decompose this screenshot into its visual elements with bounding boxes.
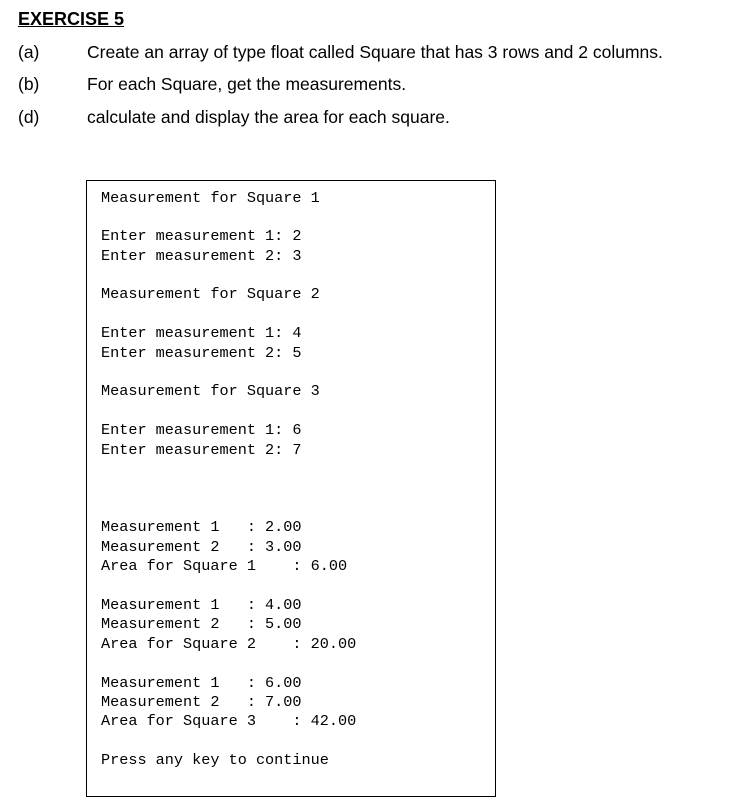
console-line: Measurement for Square 2 <box>101 285 320 303</box>
console-line: Area for Square 1 : 6.00 <box>101 557 348 575</box>
console-line: Press any key to continue <box>101 751 329 769</box>
item-text: For each Square, get the measurements. <box>87 74 407 94</box>
console-line: Measurement 2 : 5.00 <box>101 615 302 633</box>
console-line: Measurement 1 : 4.00 <box>101 596 302 614</box>
item-text: calculate and display the area for each square. <box>87 107 450 127</box>
console-line: Area for Square 3 : 42.00 <box>101 712 357 730</box>
console-line: Measurement for Square 1 <box>101 189 320 207</box>
console-line: Measurement 2 : 7.00 <box>101 693 302 711</box>
item-label: (a) <box>18 42 40 62</box>
console-line: Measurement 1 : 6.00 <box>101 674 302 692</box>
console-line: Enter measurement 2: 5 <box>101 344 302 362</box>
console-line: Enter measurement 1: 2 <box>101 227 302 245</box>
console-line: Measurement 2 : 3.00 <box>101 538 302 556</box>
console-line: Area for Square 2 : 20.00 <box>101 635 357 653</box>
item-label: (b) <box>18 74 40 94</box>
console-line: Measurement 1 : 2.00 <box>101 518 302 536</box>
console-output-box <box>86 180 496 797</box>
console-line: Enter measurement 2: 3 <box>101 247 302 265</box>
item-text: Create an array of type float called Square that has 3 rows and 2 columns. <box>87 42 663 62</box>
console-line: Measurement for Square 3 <box>101 382 320 400</box>
exercise-title: EXERCISE 5 <box>18 9 125 29</box>
console-line: Enter measurement 1: 6 <box>101 421 302 439</box>
console-line: Enter measurement 1: 4 <box>101 324 302 342</box>
item-label: (d) <box>18 107 40 127</box>
console-line: Enter measurement 2: 7 <box>101 441 302 459</box>
